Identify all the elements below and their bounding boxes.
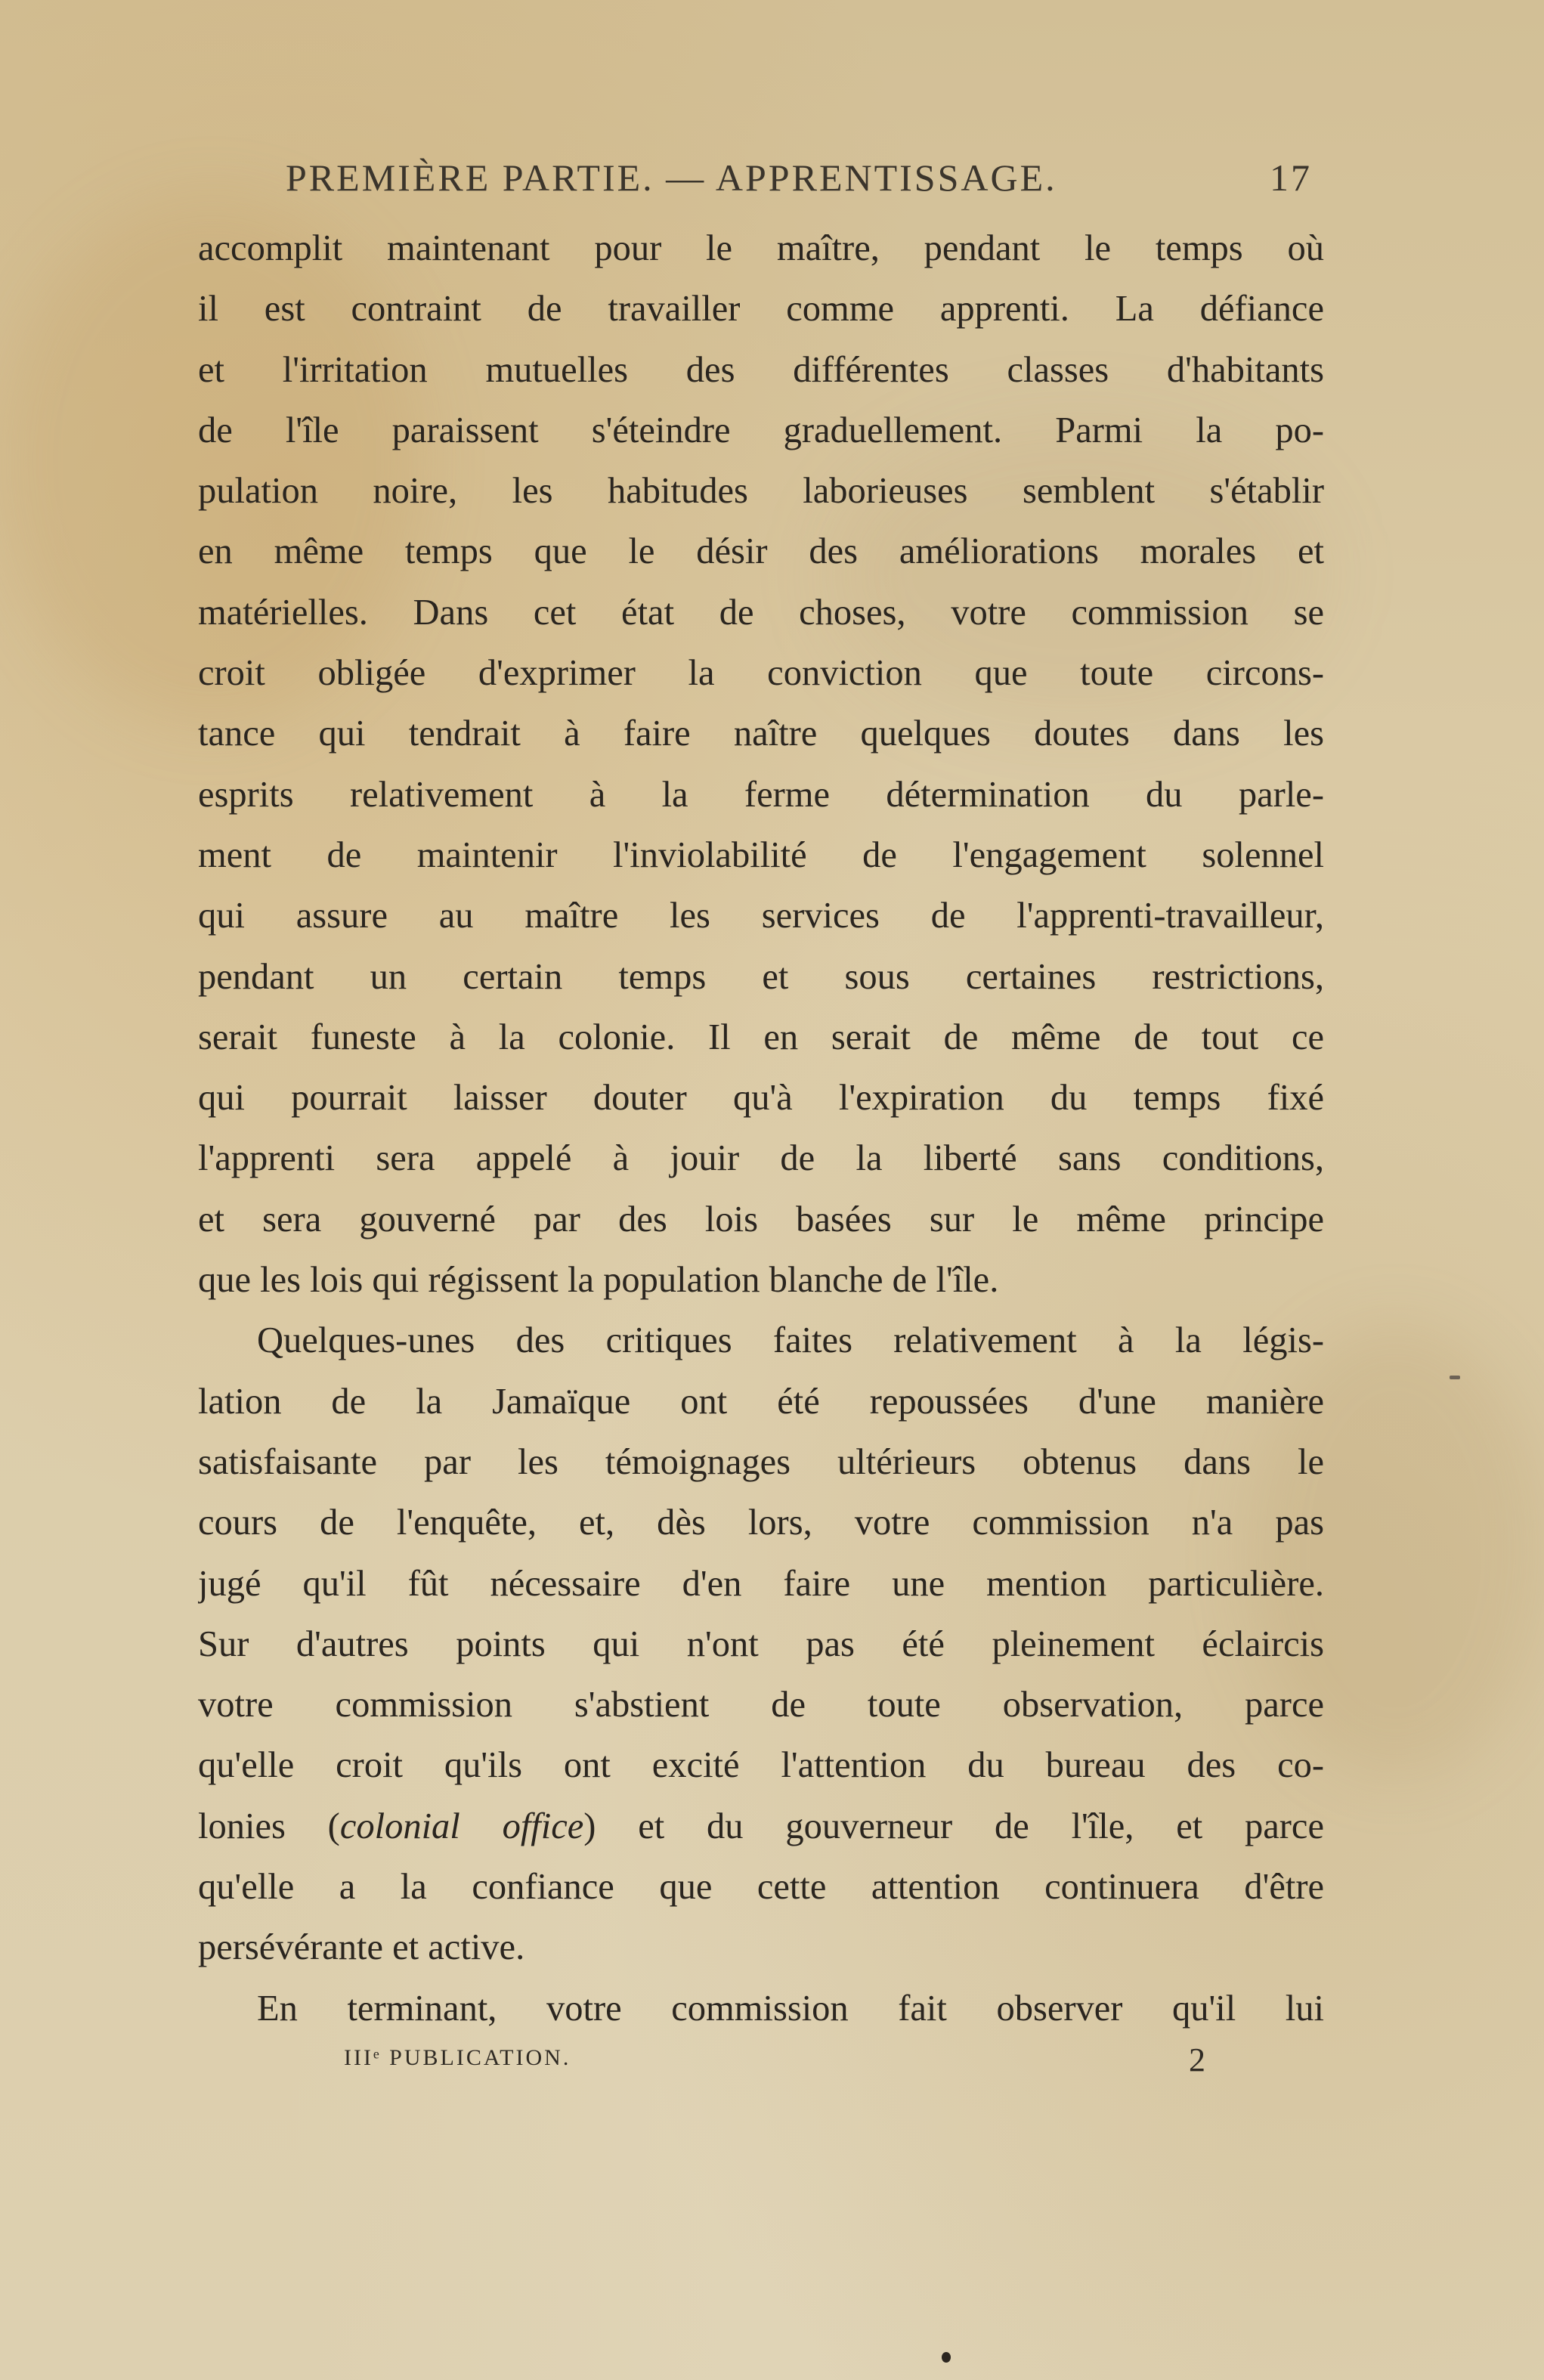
text-line: et sera gouverné par des lois basées sur le même principe — [198, 1199, 1324, 1240]
text-line: l'apprenti sera appelé à jouir de la liberté sans conditions, — [198, 1138, 1324, 1179]
signature-mark: IIIᵉ PUBLICATION. — [344, 2045, 571, 2070]
text-line: ment de maintenir l'inviolabilité de l'engagement solennel — [198, 834, 1324, 875]
running-head — [286, 156, 1312, 209]
running-title: PREMIÈRE PARTIE. — APPRENTISSAGE. — [286, 156, 1057, 199]
text-line: jugé qu'il fût nécessaire d'en faire une mention particulière. — [198, 1563, 1324, 1604]
page-footer — [344, 2041, 1205, 2086]
text-line: satisfaisante par les témoignages ultérieurs obtenus dans le — [198, 1441, 1324, 1482]
text-line: En terminant, votre commission fait observer qu'il lui — [257, 1988, 1324, 2029]
text-line: tance qui tendrait à faire naître quelques doutes dans les — [198, 713, 1324, 754]
body-text — [198, 218, 1324, 2039]
text-line: de l'île paraissent s'éteindre graduellement. Parmi la po- — [198, 410, 1324, 450]
text-line: Sur d'autres points qui n'ont pas été pleinement éclaircis — [198, 1623, 1324, 1664]
text-line: Quelques-unes des critiques faites relativement à la légis- — [257, 1320, 1324, 1361]
text-line: pulation noire, les habitudes laborieuses semblent s'établir — [198, 471, 1324, 512]
text-line: que les lois qui régissent la population blanche de l'île. — [198, 1260, 999, 1301]
ink-spot — [942, 2352, 951, 2363]
italic-term: colonial office — [339, 1806, 584, 1846]
text-line: et l'irritation mutuelles des différentes classes d'habitants — [198, 349, 1324, 390]
sheet-number: 2 — [1189, 2041, 1205, 2078]
text-line: qu'elle croit qu'ils ont excité l'attention du bureau des co- — [198, 1745, 1324, 1786]
text-line: il est contraint de travailler comme apprenti. La défiance — [198, 289, 1324, 330]
text-line: qu'elle a la confiance que cette attention continuera d'être — [198, 1867, 1324, 1908]
text-segment: ) et du gouverneur de l'île, et parce — [583, 1806, 1324, 1846]
text-line: accomplit maintenant pour le maître, pendant le temps où — [198, 228, 1324, 268]
text-line: matérielles. Dans cet état de choses, votre commission se — [198, 592, 1324, 633]
text-line-with-italic — [198, 1797, 1324, 1857]
text-line: esprits relativement à la ferme détermination du parle- — [198, 774, 1324, 815]
text-line: en même temps que le désir des améliorations morales et — [198, 531, 1324, 572]
text-line: cours de l'enquête, et, dès lors, votre commission n'a pas — [198, 1503, 1324, 1543]
text-line: votre commission s'abstient de toute observation, parce — [198, 1685, 1324, 1725]
text-line: lation de la Jamaïque ont été repoussées d'une manière — [198, 1381, 1324, 1422]
text-line: qui pourrait laisser douter qu'à l'expiration du temps fixé — [198, 1078, 1324, 1119]
text-line: qui assure au maître les services de l'apprenti-travailleur, — [198, 896, 1324, 936]
text-line: croit obligée d'exprimer la conviction que toute circons- — [198, 653, 1324, 694]
text-segment: lonies ( — [198, 1806, 340, 1846]
text-line: persévérante et active. — [198, 1927, 525, 1968]
ink-mark — [1450, 1376, 1460, 1379]
text-line: serait funeste à la colonie. Il en serait de même de tout ce — [198, 1017, 1324, 1057]
page-number: 17 — [1270, 156, 1312, 199]
text-line: pendant un certain temps et sous certaines restrictions, — [198, 956, 1324, 997]
